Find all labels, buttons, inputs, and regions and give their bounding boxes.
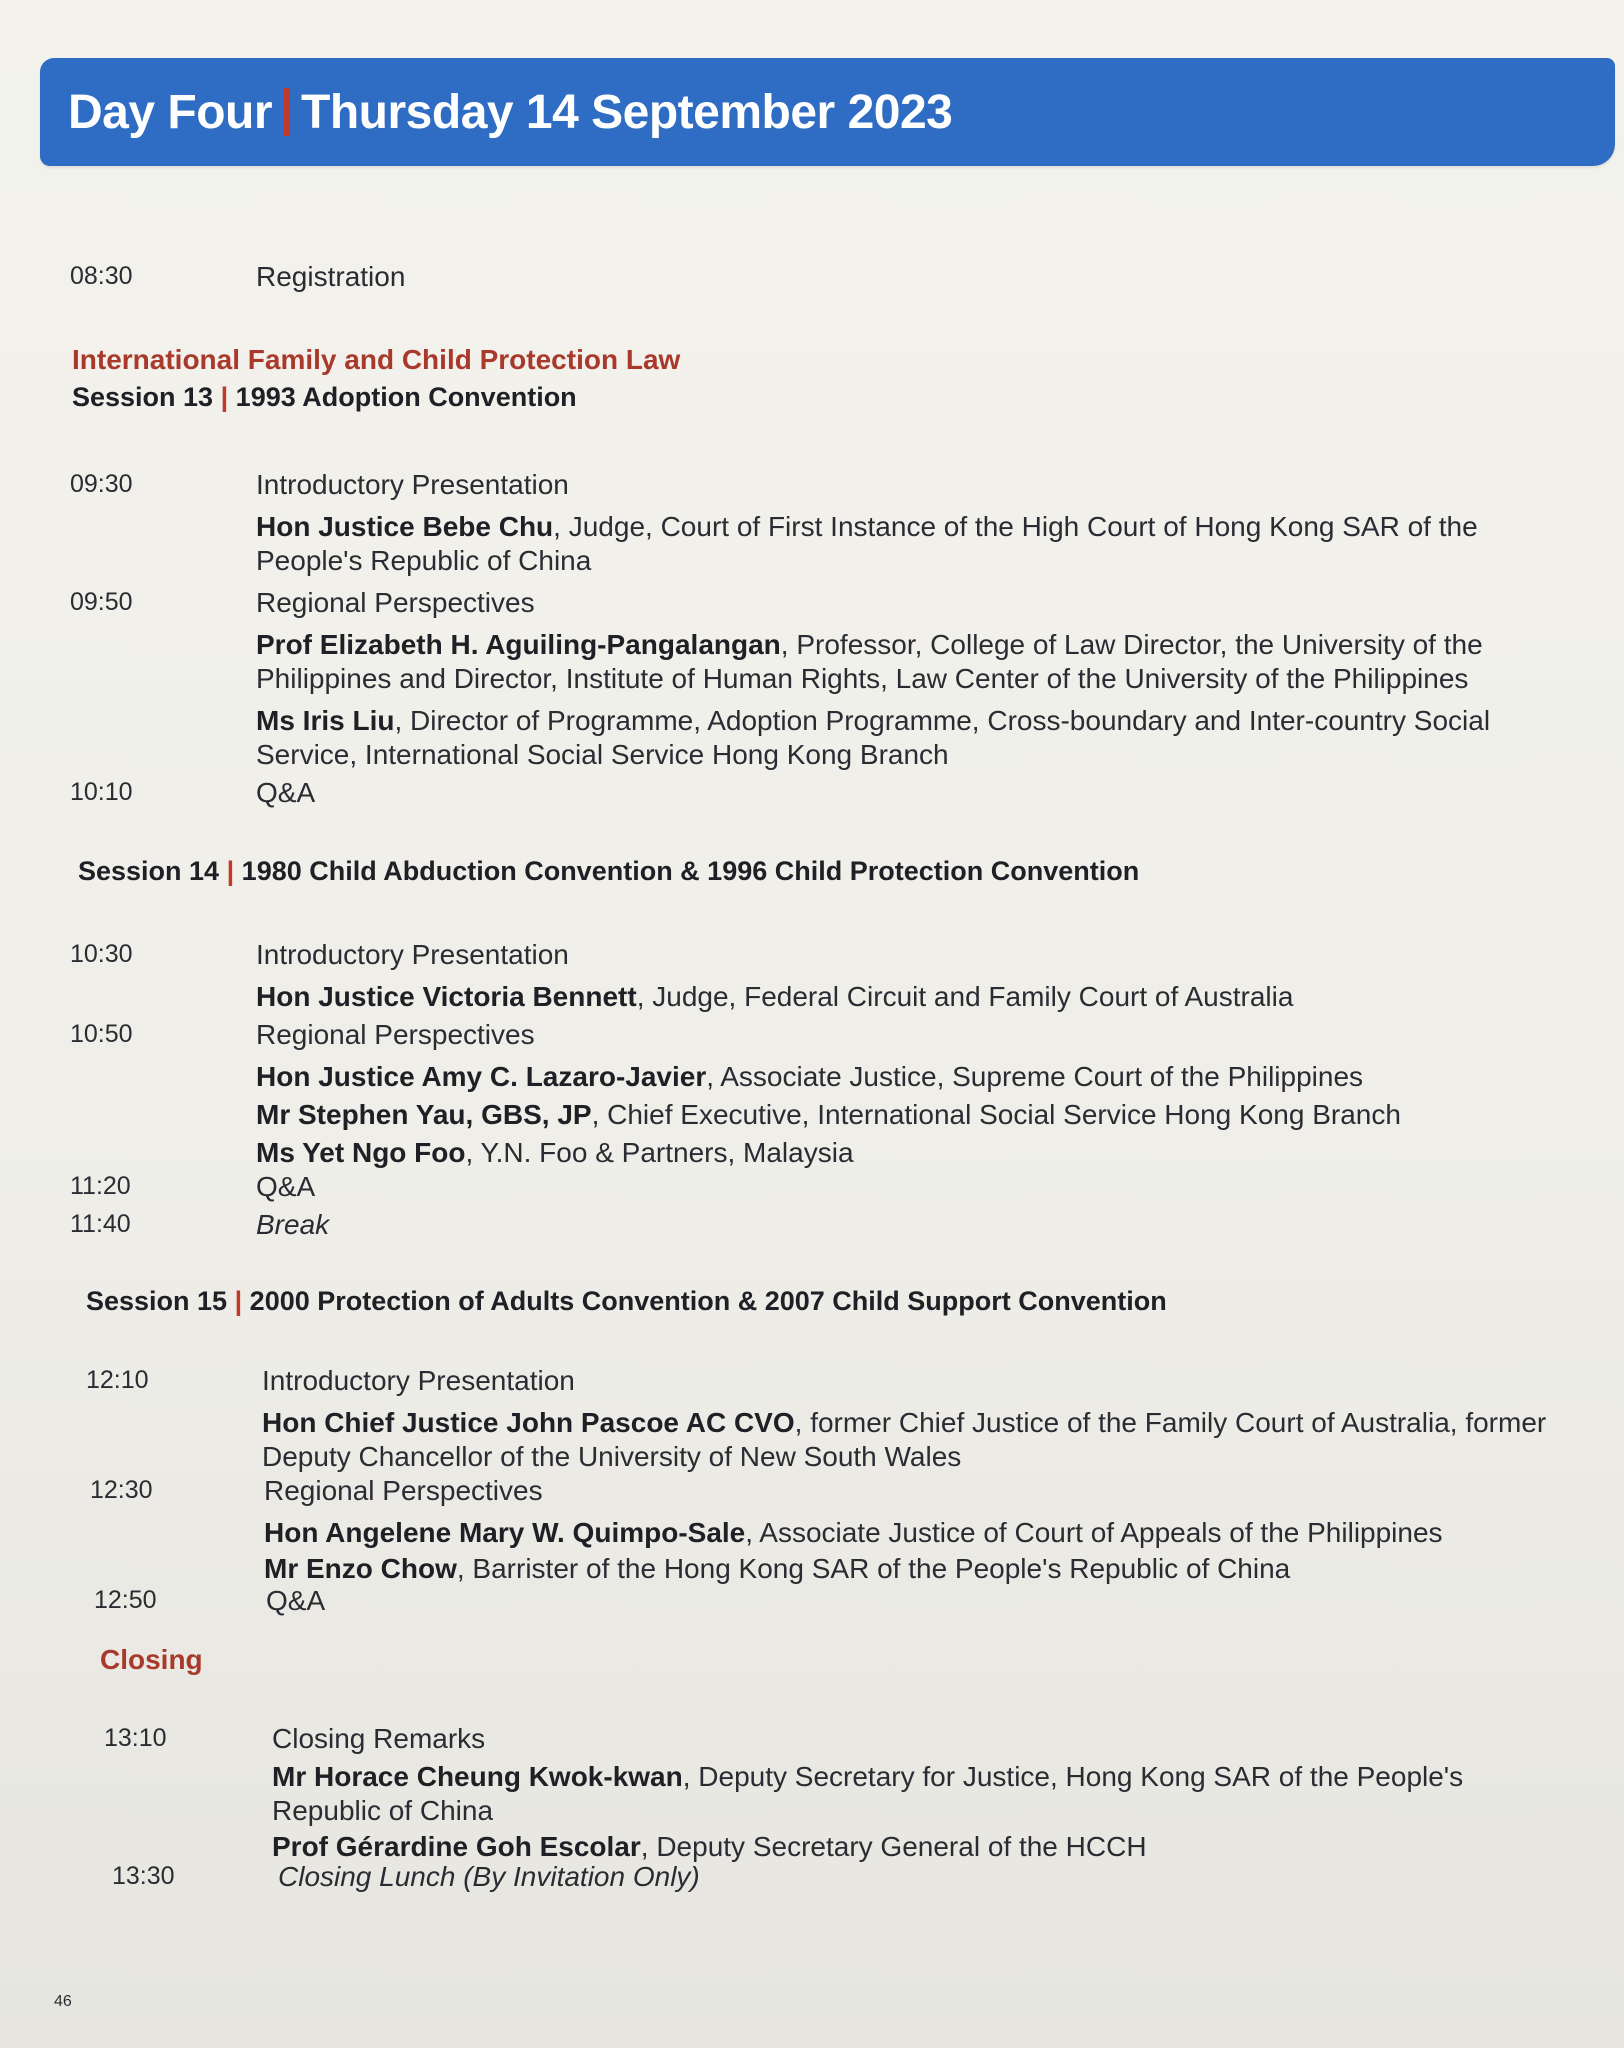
- time: 12:10: [86, 1366, 149, 1394]
- speaker-role: , Judge, Court of First Instance of the High Court of Hong Kong SAR of the People's Republic of China: [256, 511, 1478, 576]
- time: 11:40: [70, 1210, 131, 1238]
- session-number: Session 13: [72, 382, 214, 412]
- speaker-role: , Director of Programme, Adoption Programme, Cross-boundary and Inter-country Social Service, International Social Service Hong Kong Branch: [256, 705, 1491, 770]
- speaker: [264, 1516, 1586, 1550]
- session-number: Session 14: [78, 856, 220, 886]
- time: 09:30: [70, 470, 133, 498]
- item-title: Closing Lunch (By Invitation Only): [278, 1861, 700, 1892]
- agenda-row: [94, 1584, 1586, 1618]
- agenda-row: [70, 1018, 1590, 1170]
- agenda-row: [104, 1722, 1584, 1864]
- speaker: [272, 1760, 1472, 1828]
- session-13-heading: [72, 382, 577, 413]
- speaker: [256, 1098, 1590, 1132]
- time: 11:20: [70, 1172, 131, 1200]
- item-title: Introductory Presentation: [262, 1365, 575, 1396]
- session-15-heading: [86, 1286, 1167, 1317]
- session-name: 2000 Protection of Adults Convention & 2007 Child Support Convention: [249, 1286, 1167, 1316]
- speaker-name: Hon Justice Amy C. Lazaro-Javier: [256, 1061, 707, 1092]
- page-number: 46: [54, 1993, 72, 2010]
- speaker-role: , former Chief Justice of the Family Court of Australia, former Deputy Chancellor of the University of New South Wales: [262, 1407, 1547, 1472]
- agenda-row: [70, 776, 1590, 810]
- closing-heading: Closing: [100, 1644, 203, 1675]
- speaker-role: , Chief Executive, International Social Service Hong Kong Branch: [591, 1099, 1401, 1130]
- speaker-name: Hon Justice Bebe Chu: [256, 511, 554, 542]
- item-title: Introductory Presentation: [256, 939, 569, 970]
- registration-row: [70, 260, 1590, 294]
- speaker-name: Prof Gérardine Goh Escolar: [272, 1831, 641, 1862]
- item-title: Q&A: [266, 1585, 326, 1616]
- speaker-name: Hon Angelene Mary W. Quimpo-Sale: [264, 1517, 746, 1548]
- session-divider: |: [226, 856, 235, 886]
- speaker: [256, 510, 1590, 578]
- time: 13:10: [104, 1724, 167, 1752]
- item-title: Break: [256, 1209, 330, 1240]
- speaker-name: Mr Stephen Yau, GBS, JP: [256, 1099, 592, 1130]
- agenda-row: [90, 1474, 1586, 1586]
- speaker: [256, 980, 1590, 1014]
- speaker-role: , Barrister of the Hong Kong SAR of the People's Republic of China: [456, 1553, 1291, 1584]
- session-14-heading: [78, 856, 1139, 887]
- speaker: [264, 1552, 1586, 1586]
- speaker-role: , Judge, Federal Circuit and Family Court of Australia: [636, 981, 1294, 1012]
- agenda-row: [86, 1364, 1586, 1474]
- banner-divider: [284, 88, 289, 136]
- speaker: [256, 1060, 1590, 1094]
- time: 10:10: [70, 778, 133, 806]
- speaker: [256, 704, 1590, 772]
- session-divider: |: [234, 1286, 243, 1316]
- speaker-role: , Deputy Secretary General of the HCCH: [640, 1831, 1147, 1862]
- banner-date: Thursday 14 September 2023: [301, 85, 953, 139]
- item-title: Closing Remarks: [272, 1723, 486, 1754]
- time: 10:50: [70, 1020, 133, 1048]
- agenda-row: [70, 586, 1590, 772]
- theme-heading: International Family and Child Protection Law: [72, 344, 681, 375]
- agenda-row: [70, 1208, 1590, 1242]
- item-title: Regional Perspectives: [264, 1475, 543, 1506]
- speaker-name: Ms Yet Ngo Foo: [256, 1137, 466, 1168]
- speaker: [256, 628, 1590, 696]
- time: 10:30: [70, 940, 133, 968]
- speaker: [262, 1406, 1586, 1474]
- speaker-role: , Associate Justice, Supreme Court of the Philippines: [706, 1061, 1364, 1092]
- speaker-role: , Y.N. Foo & Partners, Malaysia: [465, 1137, 854, 1168]
- item-title: Q&A: [256, 1171, 316, 1202]
- speaker: [256, 1136, 1590, 1170]
- speaker: [272, 1830, 1584, 1864]
- agenda-row: [70, 1170, 1590, 1204]
- agenda-row: [112, 1860, 1584, 1894]
- speaker-name: Hon Justice Victoria Bennett: [256, 981, 637, 1012]
- session-number: Session 15: [86, 1286, 228, 1316]
- item-title: Registration: [256, 261, 406, 292]
- item-title: Regional Perspectives: [256, 587, 535, 618]
- session-name: 1980 Child Abduction Convention & 1996 Child Protection Convention: [241, 856, 1140, 886]
- speaker-name: Prof Elizabeth H. Aguiling-Pangalangan: [256, 629, 781, 660]
- item-title: Introductory Presentation: [256, 469, 569, 500]
- time: 08:30: [70, 262, 133, 290]
- time: 12:50: [94, 1586, 157, 1614]
- session-divider: |: [220, 382, 229, 412]
- banner-day: Day Four: [68, 85, 273, 139]
- time: 09:50: [70, 588, 133, 616]
- session-name: 1993 Adoption Convention: [235, 382, 577, 412]
- agenda-row: [70, 938, 1590, 1014]
- speaker-name: Mr Enzo Chow: [264, 1553, 457, 1584]
- item-title: Q&A: [256, 777, 316, 808]
- item-title: Regional Perspectives: [256, 1019, 535, 1050]
- speaker-name: Ms Iris Liu: [256, 705, 395, 736]
- time: 13:30: [112, 1862, 175, 1890]
- speaker-role: , Deputy Secretary for Justice, Hong Kong SAR of the People's Republic of China: [272, 1761, 1464, 1826]
- speaker-name: Mr Horace Cheung Kwok-kwan: [272, 1761, 683, 1792]
- speaker-role: , Associate Justice of Court of Appeals of the Philippines: [745, 1517, 1443, 1548]
- day-banner: [40, 58, 1615, 166]
- speaker-name: Hon Chief Justice John Pascoe AC CVO: [262, 1407, 795, 1438]
- agenda-row: [70, 468, 1590, 578]
- time: 12:30: [90, 1476, 153, 1504]
- speaker-role: , Professor, College of Law Director, the University of the Philippines and Director, Institute of Human Rights, Law Center of the University of the Philippines: [256, 629, 1483, 694]
